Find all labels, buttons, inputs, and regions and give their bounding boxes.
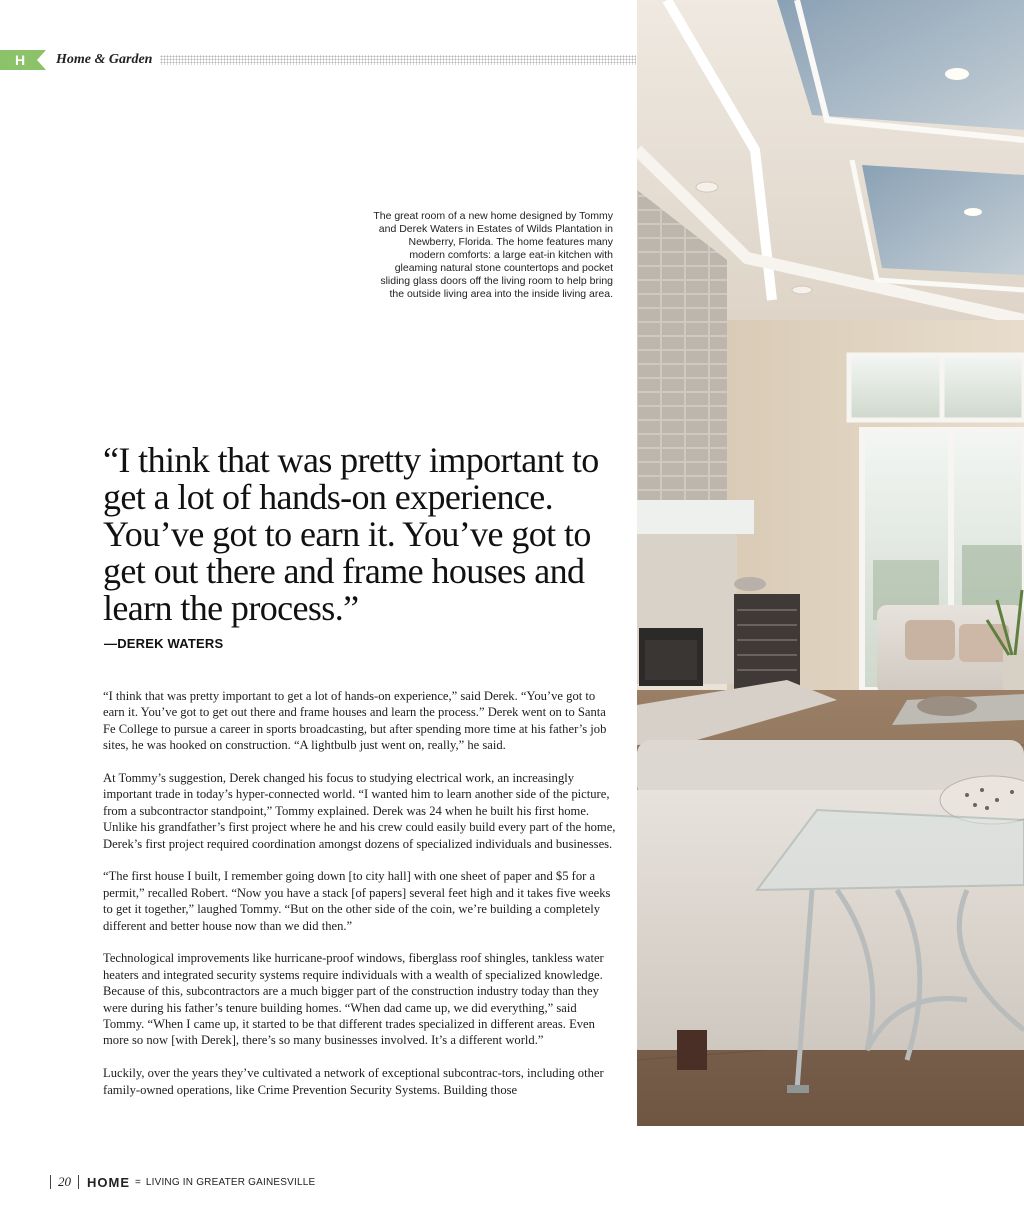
body-paragraph: “The first house I built, I remember going down [to city hall] with one sheet of paper and $5 for a permit,” recalled Robert. “Now you have a stack [of papers] several feet high and it takes five weeks to get it together,” laughed Tommy. “But on the other side of the coin, we’re building a completely different and better house now than we did then.” [103, 869, 611, 933]
body-paragraph: At Tommy’s suggestion, Derek changed his focus to studying electrical work, an increasingly important trade in today’s hyper-connected world. “I wanted him to learn another side of the picture, from a subcontractor standpoint,” Tommy explained. Derek was 24 when he built his first home. Unlike his grandfather’s first project where he and his crew could easily build every part of the home, Derek’s first project required coordination amongst dozens of specialized individuals and businesses. [103, 771, 616, 851]
quote-attribution: —DEREK WATERS [104, 636, 224, 651]
body-paragraph: “I think that was pretty important to get a lot of hands-on experience,” said Derek. “You’ve got to earn it. You’ve got to get out there and frame houses and learn the process.” Derek went on to Santa Fe College to pursue a career in sports broadcasting, but after spending more time at his father’s job sites, he was hooked on construction. “A lightbulb just went on, really,” he said. [103, 689, 607, 753]
footer-divider [78, 1175, 79, 1189]
section-header [0, 50, 636, 70]
pull-quote: “I think that was pretty important to get a lot of hands-on experience. You’ve got to earn it. You’ve got to get out there and frame houses and learn the process.” [103, 440, 599, 628]
body-paragraph: Technological improvements like hurricane-proof windows, fiberglass roof shingles, tankless water heaters and integrated security systems require individuals with a wealth of specialized knowledge. Because of this, subcontractors are a much bigger part of the construction industry today than they were during his father’s tenure building homes. “When dad came up, we did everything,” said Tommy. “When I came up, it started to be that different trades specialized in different areas. Even more so now [with Derek], there’s so many businesses involved. It’s a different world.” [103, 951, 604, 1048]
page-footer [50, 1174, 315, 1190]
article-body [103, 688, 617, 1114]
great-room-illustration [637, 0, 1024, 1126]
section-tab: H [0, 50, 46, 70]
footer-divider [50, 1175, 51, 1189]
page-number: 20 [58, 1174, 71, 1189]
magazine-tagline: LIVING IN GREATER GAINESVILLE [145, 1176, 316, 1188]
body-paragraph: Luckily, over the years they’ve cultivated a network of exceptional subcontrac-tors, including other family-owned operations, like Crime Prevention Security Systems. Building those [103, 1066, 604, 1097]
great-room-photo [637, 0, 1024, 1126]
magazine-name: HOME [87, 1174, 130, 1190]
photo-caption: The great room of a new home designed by Tommy and Derek Waters in Estates of Wilds Plantation in Newberry, Florida. The home features many modern comforts: a large eat-in kitchen with gleaming natural stone countertops and pocket sliding glass doors off the living room to help bring the outside living area into the inside living area. [373, 210, 613, 300]
dotted-rule [160, 55, 636, 65]
section-name: Home & Garden [56, 52, 153, 67]
footer-separator: = [135, 1176, 141, 1188]
